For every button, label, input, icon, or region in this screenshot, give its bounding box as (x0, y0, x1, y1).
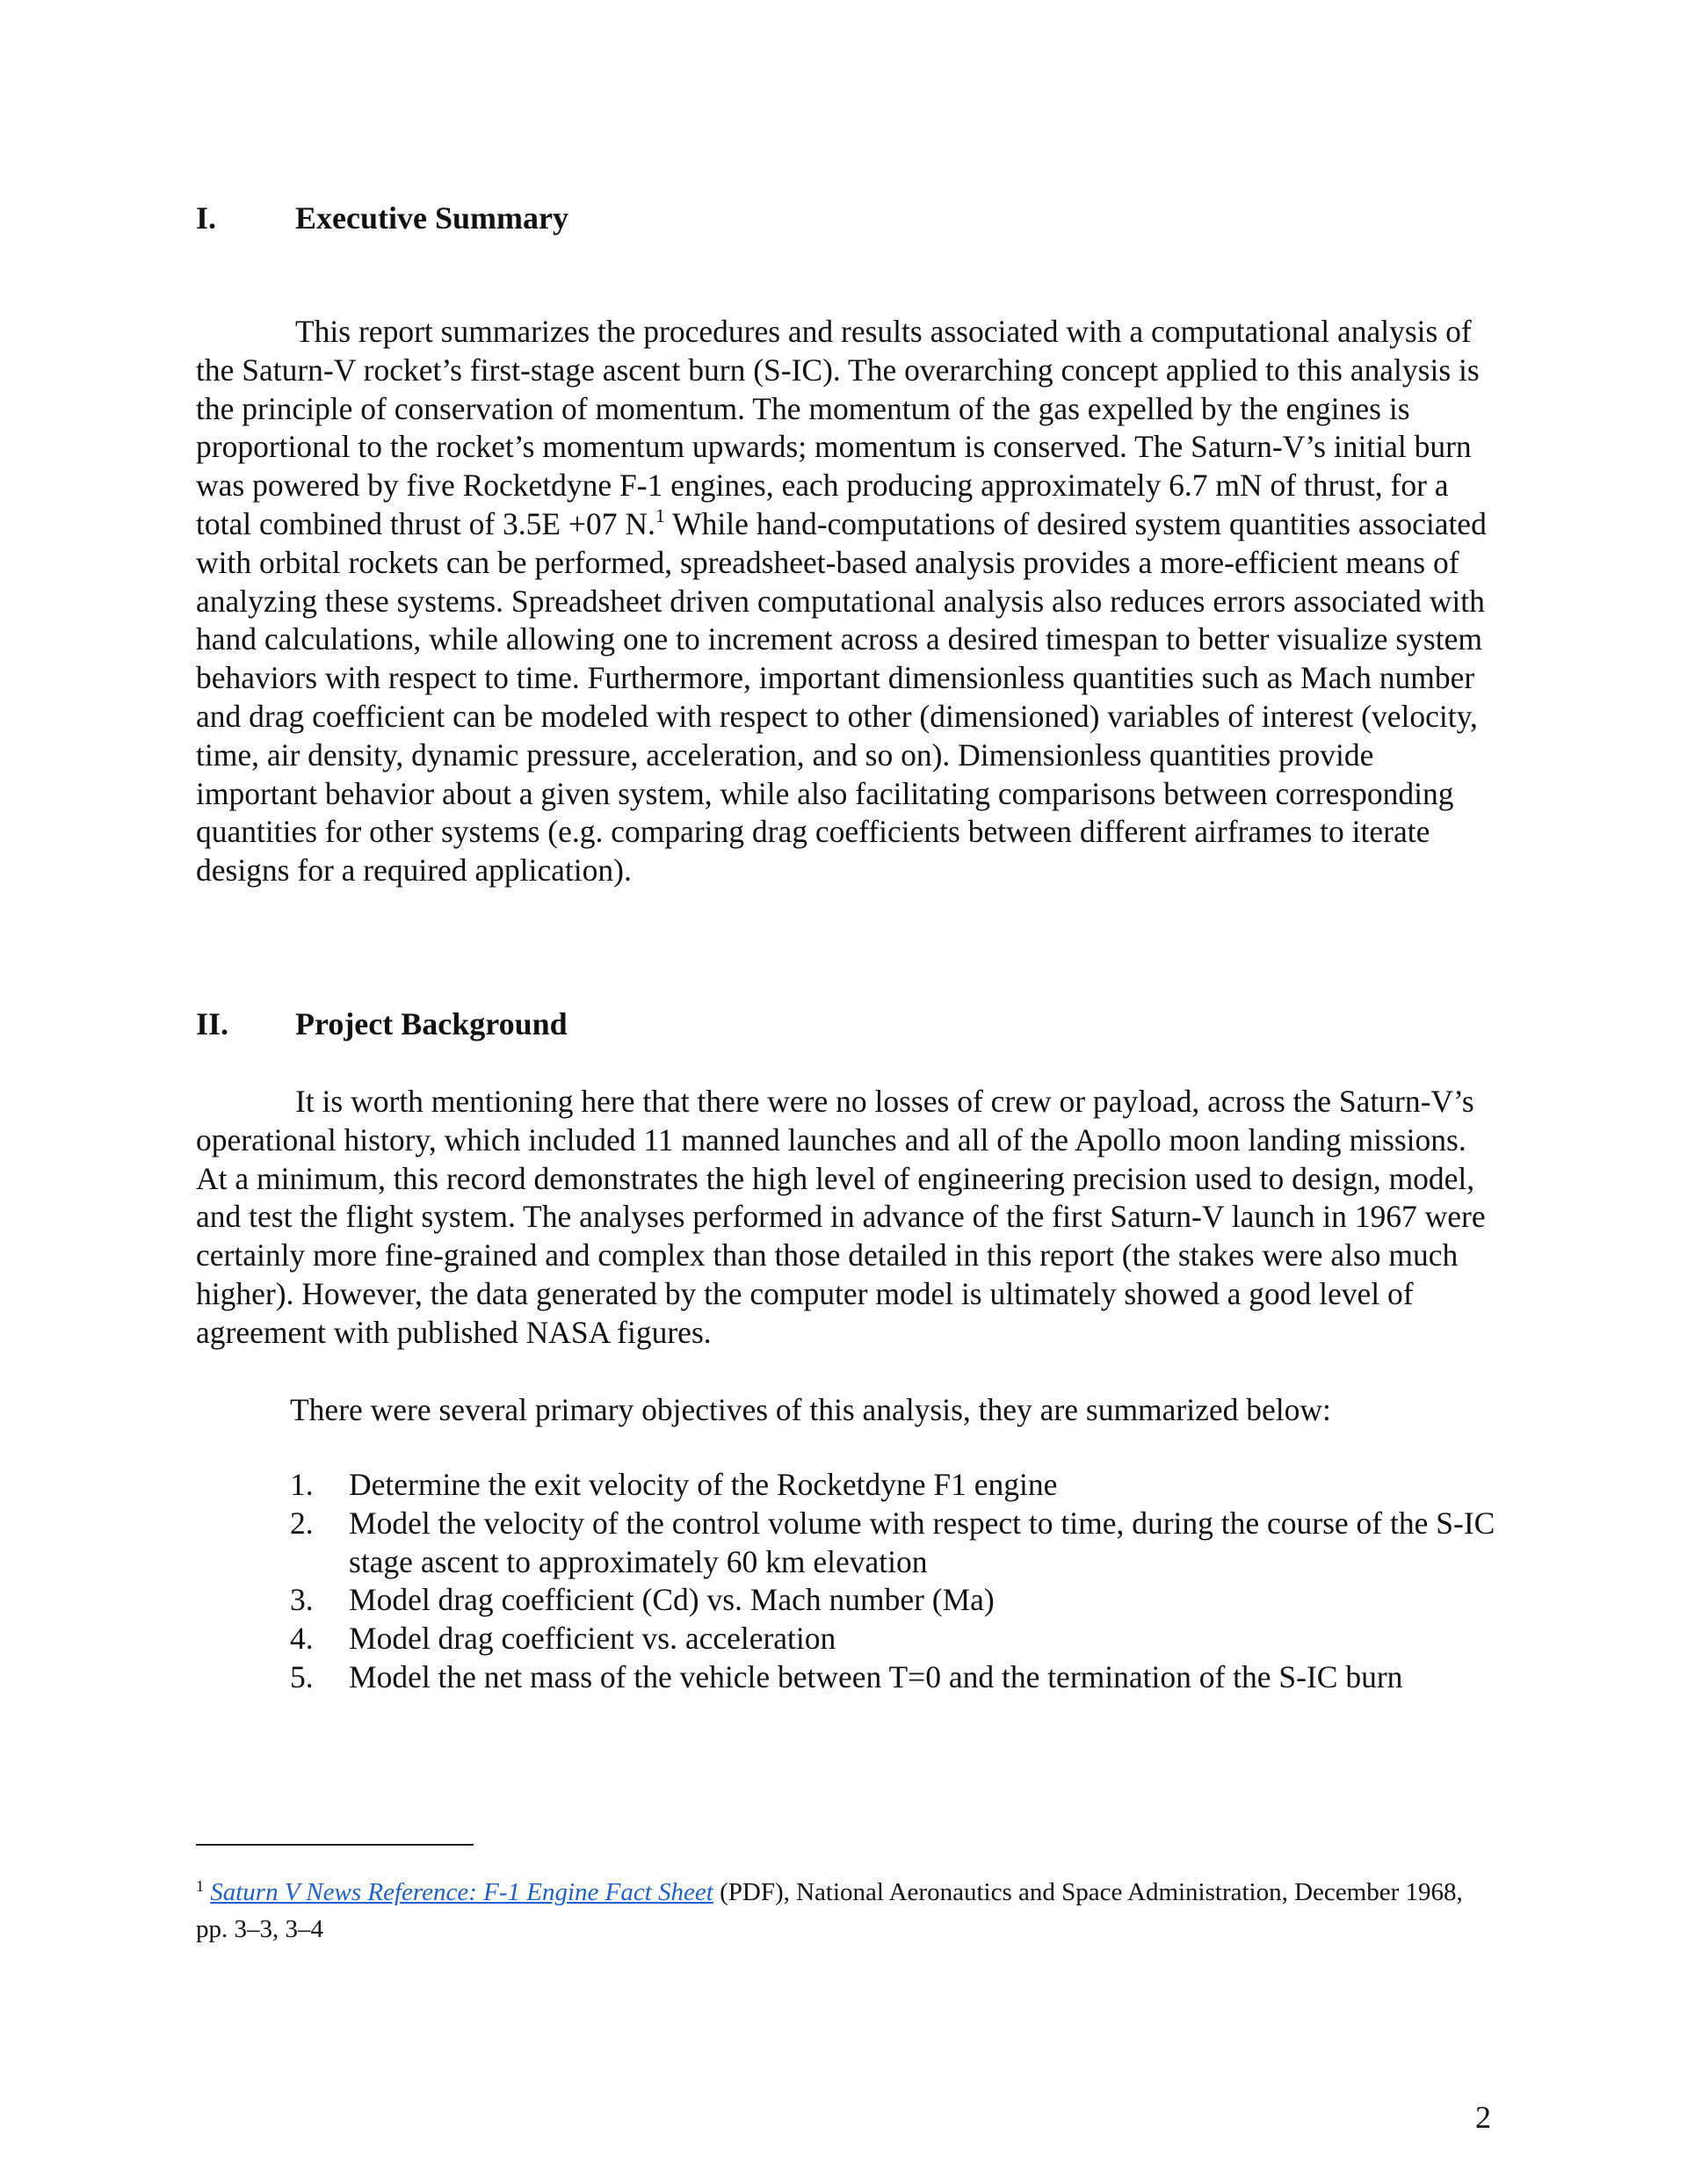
list-item-number: 1. (290, 1467, 314, 1502)
list-item-number: 3. (290, 1582, 314, 1618)
section-heading-project-background (196, 1005, 568, 1043)
list-item (290, 1466, 1502, 1505)
section-heading-executive-summary (196, 199, 568, 237)
section-number: I. (196, 200, 217, 236)
list-item-text: Model drag coefficient (Cd) vs. Mach number (Ma) (349, 1582, 995, 1618)
list-item-text: Model the velocity of the control volume with respect to time, during the course of the S-IC stage ascent to approximately 60 km elevation (349, 1505, 1495, 1579)
list-item-text: Model drag coefficient vs. acceleration (349, 1621, 836, 1657)
footnote (196, 1874, 1496, 1948)
list-item (290, 1505, 1502, 1582)
list-item-number: 2. (290, 1505, 314, 1541)
footnote-separator (196, 1844, 474, 1846)
paragraph-text: It is worth mentioning here that there were no losses of crew or payload, across the Saturn-V’s operational history, which included 11 manned launches and all of the Apollo moon landing missions. At a minimum, this record demonstrates the high level of engineering precision used to design, model, and test the flight system. The analyses performed in advance of the first Saturn-V launch in 1967 were certainly more fine-grained and complex than those detailed in this report (the stakes were also much higher). However, the data generated by the computer model is ultimately showed a good level of agreement with published NASA figures. (196, 1084, 1486, 1350)
objectives-intro: There were several primary objectives of this analysis, they are summarized below: (290, 1392, 1331, 1427)
list-item-text: Model the net mass of the vehicle between T=0 and the termination of the S-IC burn (349, 1658, 1403, 1694)
list-item-number: 5. (290, 1658, 314, 1694)
section-title: Executive Summary (295, 200, 568, 236)
list-item-text: Determine the exit velocity of the Rocketdyne F1 engine (349, 1467, 1058, 1502)
list-item-number: 4. (290, 1621, 314, 1657)
page-number: 2 (1475, 2100, 1491, 2135)
footnote-text: (PDF), National Aeronautics and Space Administration, December 1968, pp. 3–3, 3–4 (196, 1878, 1463, 1943)
section-number: II. (196, 1006, 229, 1041)
paragraph-text-part-2: While hand-computations of desired system quantities associated with orbital rockets can be performed, spreadsheet-based analysis provides a more-efficient means of analyzing these systems. Spreadsheet driven computational analysis also reduces errors associated with hand calculations, while allowing one to increment across a desired timespan to better visualize system behaviors with respect to time. Furthermore, important dimensionless quantities such as Mach number and drag coefficient can be modeled with respect to other (dimensioned) variables of interest (velocity, time, air density, dynamic pressure, acceleration, and so on). Dimensionless quantities provide important behavior about a given system, while also facilitating comparisons between corresponding quantities for other systems (e.g. comparing drag coefficients between different airframes to iterate designs for a required application). (196, 505, 1487, 889)
footnote-link[interactable]: Saturn V News Reference: F-1 Engine Fact Sheet (210, 1878, 713, 1906)
list-item (290, 1620, 1502, 1658)
list-item (290, 1581, 1502, 1620)
paragraph-text-part-1: This report summarizes the procedures and results associated with a computational analysis of the Saturn-V rocket’s first-stage ascent burn (S-IC). The overarching concept applied to this analysis is the principle of conservation of momentum. The momentum of the gas expelled by the engines is proportional to the rocket’s momentum upwards; momentum is conserved. The Saturn-V’s initial burn was powered by five Rocketdyne F-1 engines, each producing approximately 6.7 mN of thrust, for a total combined thrust of 3.5E +07 N. (196, 314, 1480, 541)
section-title: Project Background (295, 1006, 568, 1041)
list-item (290, 1658, 1502, 1697)
footnote-reference: 1 (655, 504, 665, 526)
footnote-marker: 1 (196, 1877, 204, 1895)
objectives-list (290, 1466, 1502, 1697)
executive-summary-paragraph (196, 313, 1492, 890)
project-background-paragraph (196, 1083, 1492, 1353)
